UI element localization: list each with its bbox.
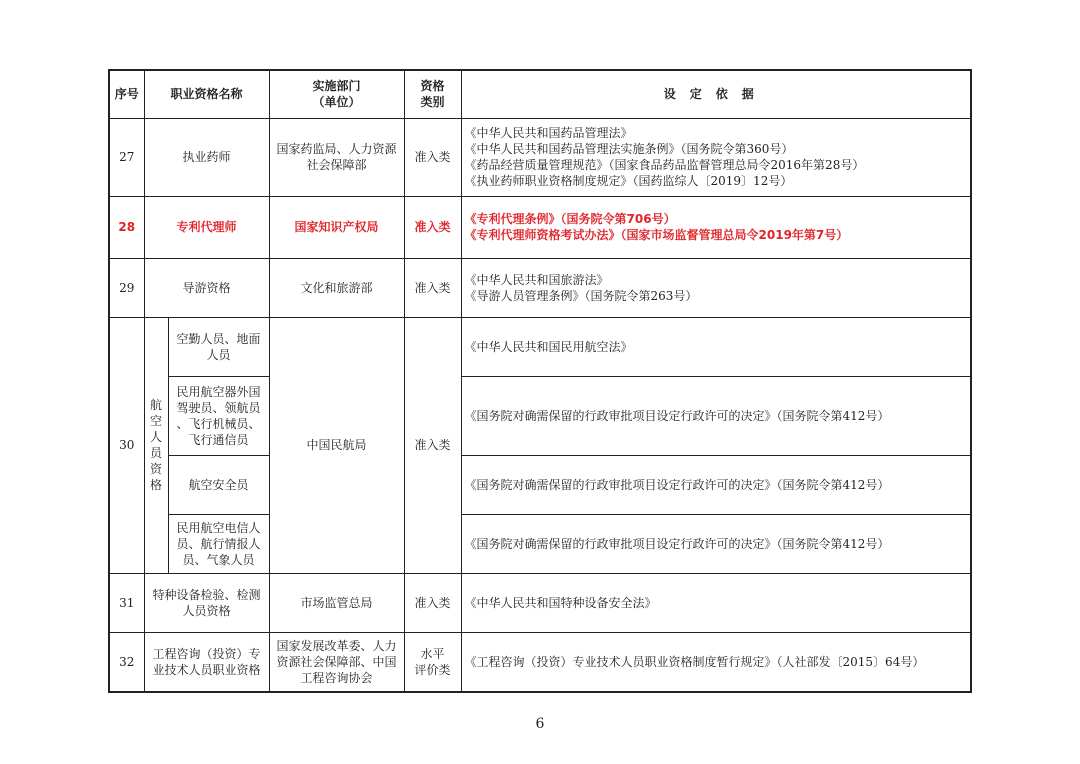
group-char: 空 xyxy=(149,414,162,428)
row-dept-line: 国家发展改革委、人力 xyxy=(276,638,397,653)
name-line: 人员资格 xyxy=(182,603,231,618)
subname-line: 员、航行情报人 xyxy=(176,536,261,551)
subname-line: 民用航空电信人 xyxy=(176,520,261,535)
row-type xyxy=(404,632,461,692)
row-dept: 国家知识产权局 xyxy=(269,196,404,258)
header-type-line1: 资格 xyxy=(420,79,445,94)
header-type-line2: 类别 xyxy=(420,95,445,110)
row-dept-line: 资源社会保障部、中国 xyxy=(276,654,397,669)
row-no: 29 xyxy=(109,258,144,317)
row-basis: 《中华人民共和国民用航空法》 xyxy=(461,317,971,376)
header-dept xyxy=(269,70,404,118)
row-subname: 航空安全员 xyxy=(168,455,269,514)
row-dept: 中国民航局 xyxy=(269,317,404,573)
row-name: 执业药师 xyxy=(144,118,269,196)
row-type: 准入类 xyxy=(404,196,461,258)
row-dept xyxy=(269,118,404,196)
table-row xyxy=(109,317,971,376)
basis-line: 《药品经营质量管理规范》（国家食品药品监督管理总局令2016年第28号） xyxy=(464,158,865,172)
row-basis: 《国务院对确需保留的行政审批项目设定行政许可的决定》（国务院令第412号） xyxy=(461,455,971,514)
subname-line: 空勤人员、地面 xyxy=(176,331,261,346)
subname-line: 人员 xyxy=(206,347,231,362)
row-dept-line: 社会保障部 xyxy=(306,158,367,172)
basis-line: 《专利代理条例》（国务院令第706号） xyxy=(464,212,676,226)
row-dept xyxy=(269,632,404,692)
row-no: 32 xyxy=(109,632,144,692)
header-basis-text: 设定依据 xyxy=(663,87,768,102)
row-basis xyxy=(461,118,971,196)
basis-line: 《中华人民共和国药品管理法》 xyxy=(464,126,633,140)
group-char: 格 xyxy=(149,478,162,492)
basis-line: 《中华人民共和国药品管理法实施条例》（国务院令第360号） xyxy=(464,142,794,156)
basis-line: 《专利代理师资格考试办法》（国家市场监督管理总局令2019年第7号） xyxy=(464,228,849,242)
header-no: 序号 xyxy=(109,70,144,118)
group-char: 资 xyxy=(149,462,162,476)
row-type: 准入类 xyxy=(404,118,461,196)
table-row xyxy=(109,455,971,514)
basis-line: 《导游人员管理条例》（国务院令第263号） xyxy=(464,288,698,303)
row-dept: 文化和旅游部 xyxy=(269,258,404,317)
row-subname xyxy=(168,514,269,573)
row-no: 27 xyxy=(109,118,144,196)
table-row xyxy=(109,632,971,692)
name-line: 业技术人员职业资格 xyxy=(152,662,261,677)
table-row xyxy=(109,258,971,317)
row-basis xyxy=(461,258,971,317)
header-dept-line2: （单位） xyxy=(312,95,361,110)
table-row xyxy=(109,514,971,573)
row-subname xyxy=(168,317,269,376)
name-line: 工程咨询（投资）专 xyxy=(152,646,261,661)
row-name: 专利代理师 xyxy=(144,196,269,258)
name-line: 特种设备检验、检测 xyxy=(152,587,261,602)
page-number: 6 xyxy=(535,716,545,732)
header-type xyxy=(404,70,461,118)
row-subname xyxy=(168,376,269,455)
row-type: 准入类 xyxy=(404,258,461,317)
row-dept: 市场监管总局 xyxy=(269,573,404,632)
basis-line: 《执业药师职业资格制度规定》（国药监综人〔2019〕12号） xyxy=(464,174,793,188)
row-name xyxy=(144,573,269,632)
table-row xyxy=(109,118,971,196)
row-type-line: 水平 xyxy=(420,646,445,661)
row-type: 准入类 xyxy=(404,317,461,573)
table-header-row xyxy=(109,70,971,118)
row-name xyxy=(144,632,269,692)
subname-line: 、飞行机械员、 xyxy=(176,416,261,431)
subname-line: 飞行通信员 xyxy=(188,432,249,447)
row-basis xyxy=(461,196,971,258)
table-row xyxy=(109,573,971,632)
row-dept-line: 国家药监局、人力资源 xyxy=(276,142,397,156)
row-type: 准入类 xyxy=(404,573,461,632)
header-basis xyxy=(461,70,971,118)
row-basis: 《国务院对确需保留的行政审批项目设定行政许可的决定》（国务院令第412号） xyxy=(461,514,971,573)
table-row xyxy=(109,376,971,455)
row-no: 31 xyxy=(109,573,144,632)
group-char: 人 xyxy=(149,430,162,444)
row-type-line: 评价类 xyxy=(414,662,451,677)
table-row-highlighted xyxy=(109,196,971,258)
subname-line: 民用航空器外国 xyxy=(176,384,261,399)
subname-line: 员、气象人员 xyxy=(182,552,255,567)
row-dept-line: 工程咨询协会 xyxy=(300,670,373,685)
row-no: 28 xyxy=(109,196,144,258)
group-char: 员 xyxy=(149,446,162,460)
subname-line: 驾驶员、领航员 xyxy=(176,400,261,415)
row-name: 导游资格 xyxy=(144,258,269,317)
row-no: 30 xyxy=(109,317,144,573)
qualification-table xyxy=(108,69,972,693)
row-basis: 《中华人民共和国特种设备安全法》 xyxy=(461,573,971,632)
header-name: 职业资格名称 xyxy=(144,70,269,118)
row-group-label xyxy=(144,317,168,573)
group-char: 航 xyxy=(149,398,162,412)
header-dept-line1: 实施部门 xyxy=(312,79,361,94)
basis-line: 《中华人民共和国旅游法》 xyxy=(464,272,609,287)
row-basis: 《国务院对确需保留的行政审批项目设定行政许可的决定》（国务院令第412号） xyxy=(461,376,971,455)
row-basis: 《工程咨询（投资）专业技术人员职业资格制度暂行规定》（人社部发〔2015〕64号） xyxy=(461,632,971,692)
